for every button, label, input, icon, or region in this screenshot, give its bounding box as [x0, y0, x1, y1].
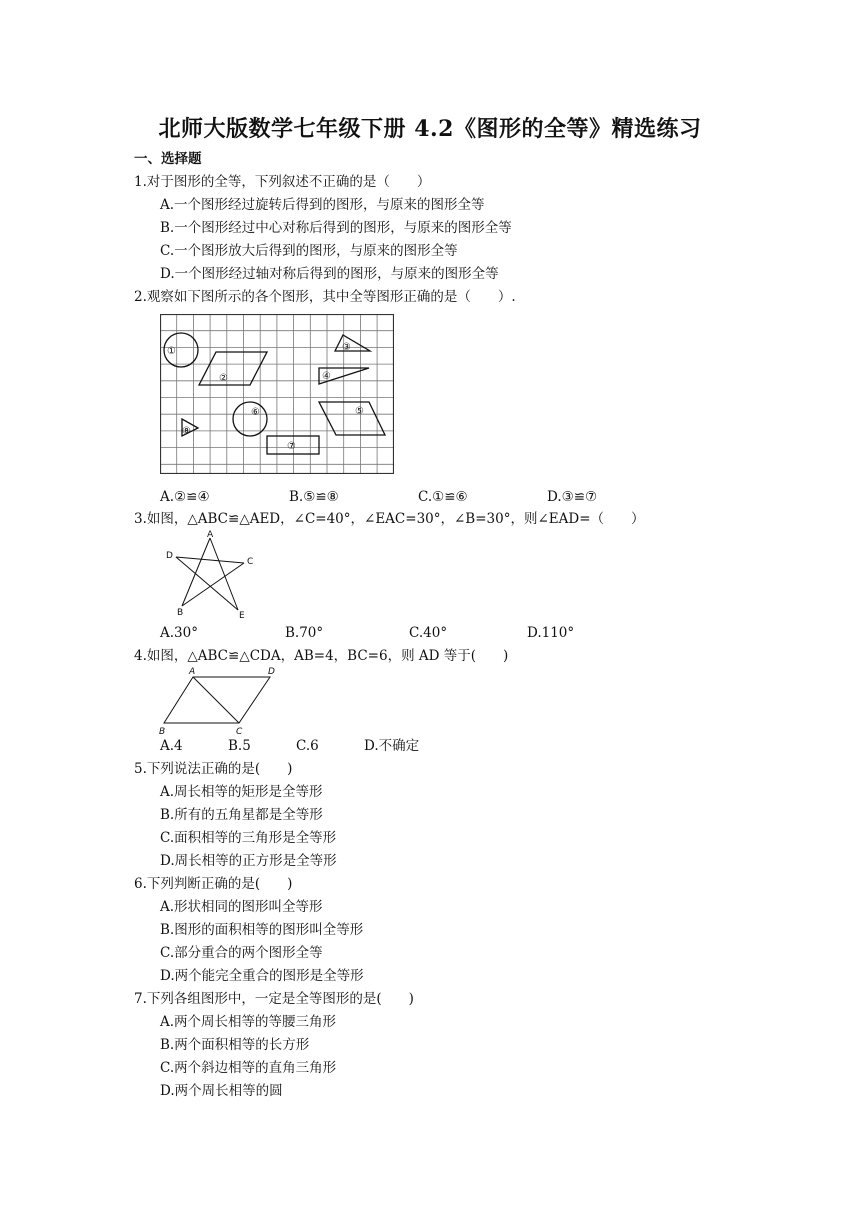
q2-option-b: B.⑤≌⑧	[289, 489, 339, 505]
q5-option-a: A.周长相等的矩形是全等形	[160, 784, 323, 800]
q1-option-d: D.一个图形经过轴对称后得到的图形，与原来的图形全等	[160, 266, 499, 282]
label-8: ⑧	[182, 426, 191, 437]
point-b: B	[159, 727, 166, 737]
point-c: C	[236, 727, 243, 737]
label-3: ③	[342, 342, 351, 353]
shape-5-trapezoid	[319, 402, 385, 435]
label-1: ①	[167, 346, 176, 357]
q2-grid-figure	[160, 314, 394, 474]
shape-3-triangle	[335, 335, 370, 351]
q6-option-a: A.形状相同的图形叫全等形	[160, 899, 323, 915]
label-2: ②	[219, 373, 228, 384]
q2-option-d: D.③≌⑦	[547, 489, 598, 505]
q3-option-a: A.30°	[160, 625, 198, 641]
q4-option-a: A.4	[160, 738, 183, 754]
q4-option-b: B.5	[228, 738, 251, 754]
q7-option-a: A.两个周长相等的等腰三角形	[160, 1014, 337, 1030]
q4-option-d: D.不确定	[364, 738, 420, 754]
point-d: D	[268, 667, 275, 677]
point-b: B	[177, 608, 184, 618]
q5-option-b: B.所有的五角星都是全等形	[160, 807, 323, 823]
q1-option-a: A.一个图形经过旋转后得到的图形，与原来的图形全等	[160, 197, 485, 213]
q7-stem: 7.下列各组图形中，一定是全等图形的是( )	[134, 991, 414, 1007]
point-a: A	[207, 530, 214, 540]
q2-option-c: C.①≌⑥	[418, 489, 468, 505]
q4-stem: 4.如图，△ABC≌△CDA，AB=4，BC=6，则 AD 等于( )	[134, 648, 509, 664]
q3-star-figure	[160, 530, 270, 620]
q5-option-d: D.周长相等的正方形是全等形	[160, 853, 337, 869]
shape-2-parallelogram	[199, 352, 267, 385]
q7-option-d: D.两个周长相等的圆	[160, 1083, 283, 1099]
q6-option-c: C.部分重合的两个图形全等	[160, 945, 323, 961]
q6-option-b: B.图形的面积相等的图形叫全等形	[160, 922, 364, 938]
q3-option-d: D.110°	[527, 625, 575, 641]
point-d: D	[166, 551, 173, 561]
q2-stem: 2.观察如下图所示的各个图形，其中全等图形正确的是（ ）.	[134, 289, 516, 305]
q7-option-b: B.两个面积相等的长方形	[160, 1037, 310, 1053]
q6-stem: 6.下列判断正确的是( )	[134, 876, 293, 892]
label-4: ④	[322, 371, 331, 382]
q5-stem: 5.下列说法正确的是( )	[134, 761, 293, 777]
point-a: A	[189, 667, 196, 677]
q2-option-a: A.②≌④	[160, 489, 210, 505]
q3-stem: 3.如图，△ABC≌△AED，∠C=40°，∠EAC=30°，∠B=30°，则∠EAD=（ ）	[134, 511, 645, 527]
q3-option-b: B.70°	[285, 625, 324, 641]
q4-option-c: C.6	[296, 738, 319, 754]
label-5: ⑤	[355, 406, 364, 417]
q7-option-c: C.两个斜边相等的直角三角形	[160, 1060, 337, 1076]
q1-stem: 1.对于图形的全等，下列叙述不正确的是（ ）	[134, 174, 431, 190]
point-c: C	[247, 557, 254, 567]
q1-option-c: C.一个图形放大后得到的图形，与原来的图形全等	[160, 243, 458, 259]
q3-option-c: C.40°	[409, 625, 448, 641]
label-7: ⑦	[287, 441, 296, 452]
section-heading: 一、选择题	[134, 151, 202, 167]
q6-option-d: D.两个能完全重合的图形是全等形	[160, 968, 364, 984]
point-e: E	[239, 611, 245, 620]
q4-parallelogram-figure	[156, 665, 286, 737]
q5-option-c: C.面积相等的三角形是全等形	[160, 830, 337, 846]
label-6: ⑥	[251, 407, 260, 418]
page-title: 北师大版数学七年级下册 4.2《图形的全等》精选练习	[158, 116, 702, 142]
q1-option-b: B.一个图形经过中心对称后得到的图形，与原来的图形全等	[160, 220, 512, 236]
